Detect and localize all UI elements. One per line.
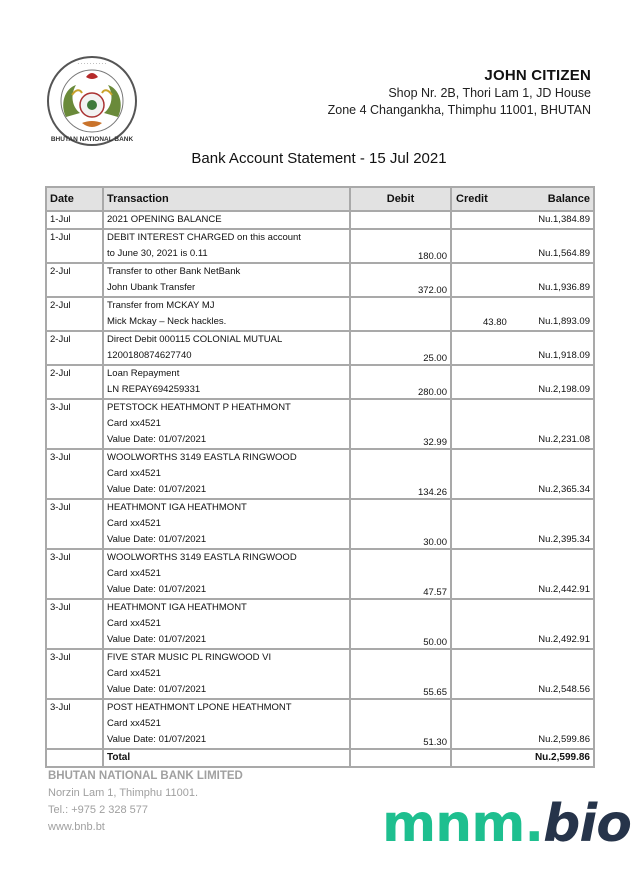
total-row [46, 749, 594, 767]
row-credit-balance [451, 449, 594, 499]
transaction-line: Value Date: 01/07/2021 [107, 484, 207, 495]
transaction-line: HEATHMONT IGA HEATHMONT [107, 602, 247, 613]
row-date: 3-Jul [46, 649, 103, 699]
row-balance: Nu.2,198.09 [538, 384, 590, 395]
row-credit-balance [451, 499, 594, 549]
header-balance: Balance [547, 193, 590, 205]
row-date: 2-Jul [46, 365, 103, 399]
svg-text:BHUTAN NATIONAL BANK: BHUTAN NATIONAL BANK [50, 136, 134, 143]
transaction-line: Direct Debit 000115 COLONIAL MUTUAL [107, 334, 283, 345]
table-row [46, 211, 594, 229]
table-row [46, 331, 594, 365]
footer-address: Norzin Lam 1, Thimphu 11001. [48, 787, 199, 799]
table-row [46, 549, 594, 599]
table-row [46, 649, 594, 699]
customer-address-line1: Shop Nr. 2B, Thori Lam 1, JD House [388, 86, 591, 100]
bank-footer [48, 768, 243, 836]
row-balance: Nu.2,442.91 [538, 584, 590, 595]
customer-address-line2: Zone 4 Changankha, Thimphu 11001, BHUTAN [327, 103, 591, 117]
row-credit-balance [451, 399, 594, 449]
row-transaction [103, 599, 350, 649]
row-debit [350, 211, 451, 229]
row-balance: Nu.1,936.89 [538, 282, 590, 293]
watermark-part2: bio [543, 794, 631, 854]
row-credit-balance [451, 211, 594, 229]
transaction-line: Value Date: 01/07/2021 [107, 584, 207, 595]
row-transaction [103, 499, 350, 549]
row-debit: 32.99 [350, 399, 451, 449]
transaction-line: Card xx4521 [107, 568, 161, 579]
table-row [46, 263, 594, 297]
footer-phone: Tel.: +975 2 328 577 [48, 804, 148, 816]
row-transaction [103, 449, 350, 499]
transaction-line: PETSTOCK HEATHMONT P HEATHMONT [107, 402, 291, 413]
bank-logo [46, 55, 138, 147]
row-date: 3-Jul [46, 399, 103, 449]
transaction-line: 2021 OPENING BALANCE [107, 214, 222, 225]
row-date: 3-Jul [46, 549, 103, 599]
transaction-line: 1200180874627740 [107, 350, 192, 361]
row-date: 3-Jul [46, 699, 103, 749]
row-transaction [103, 211, 350, 229]
row-credit-balance [451, 549, 594, 599]
transaction-line: Loan Repayment [107, 368, 180, 379]
transaction-line: Card xx4521 [107, 518, 161, 529]
customer-name: JOHN CITIZEN [484, 67, 591, 84]
transaction-line: Card xx4521 [107, 418, 161, 429]
row-debit: 55.65 [350, 649, 451, 699]
row-balance: Nu.2,231.08 [538, 434, 590, 445]
row-debit: 280.00 [350, 365, 451, 399]
row-credit-balance [451, 229, 594, 263]
transaction-line: WOOLWORTHS 3149 EASTLA RINGWOOD [107, 452, 297, 463]
row-debit: 180.00 [350, 229, 451, 263]
transaction-line: Card xx4521 [107, 668, 161, 679]
total-label: Total [103, 749, 350, 767]
watermark-part1: mnm. [382, 794, 544, 854]
table-row [46, 229, 594, 263]
transaction-line: Value Date: 01/07/2021 [107, 534, 207, 545]
table-row [46, 499, 594, 549]
row-credit-balance [451, 649, 594, 699]
row-balance: Nu.1,893.09 [538, 316, 590, 327]
row-balance: Nu.2,548.56 [538, 684, 590, 695]
footer-bank-name: BHUTAN NATIONAL BANK LIMITED [48, 770, 243, 782]
row-balance: Nu.2,599.86 [538, 734, 590, 745]
transaction-line: Transfer from MCKAY MJ [107, 300, 215, 311]
watermark-logo [382, 794, 631, 854]
transaction-line: Mick Mckay – Neck hackles. [107, 316, 227, 327]
row-date: 1-Jul [46, 211, 103, 229]
row-transaction [103, 331, 350, 365]
row-date: 3-Jul [46, 449, 103, 499]
statement-title: Bank Account Statement - 15 Jul 2021 [191, 150, 447, 167]
header-debit: Debit [350, 187, 451, 211]
row-balance: Nu.2,492.91 [538, 634, 590, 645]
table-row [46, 365, 594, 399]
row-balance: Nu.1,564.89 [538, 248, 590, 259]
row-balance: Nu.1,918.09 [538, 350, 590, 361]
row-debit: 30.00 [350, 499, 451, 549]
row-credit-balance [451, 599, 594, 649]
customer-address-block [328, 67, 591, 119]
row-debit: 134.26 [350, 449, 451, 499]
transaction-line: Value Date: 01/07/2021 [107, 634, 207, 645]
row-date: 2-Jul [46, 297, 103, 331]
row-balance: Nu.2,395.34 [538, 534, 590, 545]
total-balance: Nu.2,599.86 [451, 749, 594, 767]
row-credit: 43.80 [483, 317, 507, 328]
transaction-line: LN REPAY694259331 [107, 384, 201, 395]
transaction-line: Value Date: 01/07/2021 [107, 434, 207, 445]
transaction-line: Transfer to other Bank NetBank [107, 266, 241, 277]
row-credit-balance [451, 365, 594, 399]
row-debit: 50.00 [350, 599, 451, 649]
row-debit: 372.00 [350, 263, 451, 297]
row-transaction [103, 549, 350, 599]
table-row [46, 449, 594, 499]
transaction-line: WOOLWORTHS 3149 EASTLA RINGWOOD [107, 552, 297, 563]
row-balance: Nu.2,365.34 [538, 484, 590, 495]
transaction-line: Value Date: 01/07/2021 [107, 734, 207, 745]
table-row [46, 297, 594, 331]
transaction-line: to June 30, 2021 is 0.11 [107, 248, 208, 259]
row-debit: 51.30 [350, 699, 451, 749]
transaction-line: FIVE STAR MUSIC PL RINGWOOD VI [107, 652, 272, 663]
row-date: 1-Jul [46, 229, 103, 263]
row-transaction [103, 263, 350, 297]
table-row [46, 699, 594, 749]
statement-table [45, 186, 595, 768]
row-credit-balance [451, 263, 594, 297]
row-transaction [103, 649, 350, 699]
row-transaction [103, 297, 350, 331]
header-transaction: Transaction [103, 187, 350, 211]
transaction-line: POST HEATHMONT LPONE HEATHMONT [107, 702, 292, 713]
row-credit-balance [451, 297, 594, 331]
row-date: 2-Jul [46, 331, 103, 365]
header-date: Date [46, 187, 103, 211]
transaction-line: DEBIT INTEREST CHARGED on this account [107, 232, 301, 243]
table-header-row [46, 187, 594, 211]
row-credit-balance [451, 331, 594, 365]
table-row [46, 599, 594, 649]
row-transaction [103, 399, 350, 449]
row-transaction [103, 229, 350, 263]
total-debit-cell [350, 749, 451, 767]
transaction-line: Card xx4521 [107, 718, 161, 729]
header-credit: Credit [456, 193, 488, 205]
transaction-line: Card xx4521 [107, 468, 161, 479]
transaction-line: Card xx4521 [107, 618, 161, 629]
table-row [46, 399, 594, 449]
transaction-line: John Ubank Transfer [107, 282, 196, 293]
row-credit-balance [451, 699, 594, 749]
row-transaction [103, 699, 350, 749]
row-debit: 25.00 [350, 331, 451, 365]
transaction-line: HEATHMONT IGA HEATHMONT [107, 502, 247, 513]
bank-seal-icon [46, 55, 138, 147]
row-date: 3-Jul [46, 499, 103, 549]
svg-text:· · · · · · · · · ·: · · · · · · · · · · [77, 61, 107, 67]
row-debit [350, 297, 451, 331]
row-date: 2-Jul [46, 263, 103, 297]
row-date: 3-Jul [46, 599, 103, 649]
total-date-cell [46, 749, 103, 767]
row-transaction [103, 365, 350, 399]
row-balance: Nu.1,384.89 [538, 214, 590, 225]
header-credit-balance [451, 187, 594, 211]
footer-website: www.bnb.bt [48, 821, 105, 833]
transaction-line: Value Date: 01/07/2021 [107, 684, 207, 695]
row-debit: 47.57 [350, 549, 451, 599]
